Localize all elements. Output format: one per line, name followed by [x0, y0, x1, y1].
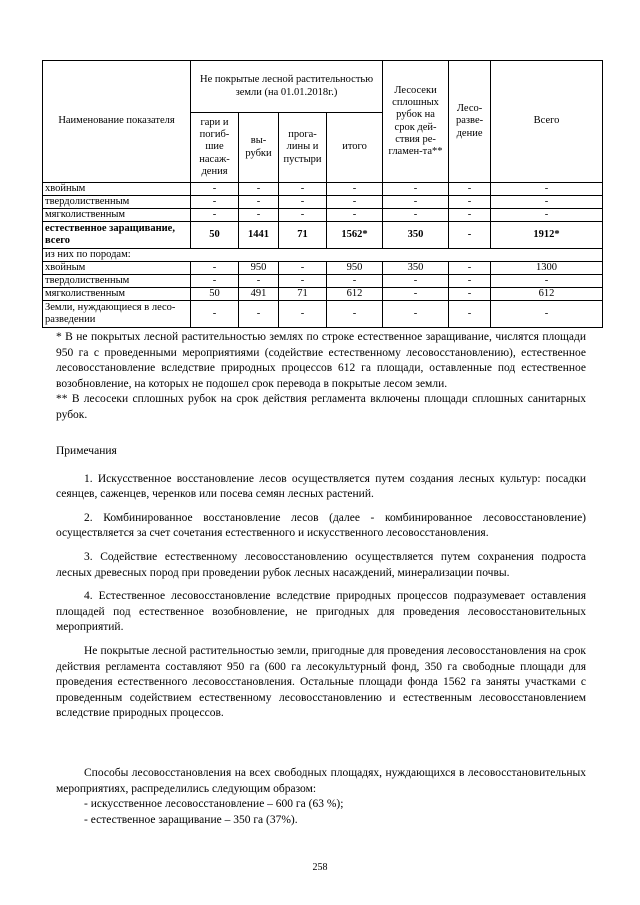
note-item: 3. Содействие естественному лесовосстановлению осуществляется путем сохранения подроста лесных древесных пород при проведении рубок лесных насаждений, минерализации почвы.	[56, 550, 586, 579]
table-cell: -	[383, 288, 449, 301]
note-item: 2. Комбинированное восстановление лесов (далее - комбинированное лесовосстановление) осуществляется за счет сочетания естественного и искусственного лесовосстановления.	[56, 511, 586, 540]
notes-section	[56, 444, 586, 722]
table-cell: 350	[383, 222, 449, 249]
table-row	[43, 262, 603, 275]
row-label: твердолиственным	[43, 196, 191, 209]
table-cell: -	[279, 196, 327, 209]
table-cell: -	[449, 301, 491, 328]
row-label: хвойным	[43, 262, 191, 275]
table-cell: 1441	[239, 222, 279, 249]
methods-section	[56, 766, 586, 828]
table-cell: 71	[279, 222, 327, 249]
row-label: мягколиственным	[43, 209, 191, 222]
table-cell: 950	[327, 262, 383, 275]
table-row	[43, 288, 603, 301]
table-cell: -	[383, 275, 449, 288]
table-cell: 491	[239, 288, 279, 301]
reforestation-table	[42, 60, 603, 328]
table-cell: -	[383, 301, 449, 328]
table-cell: -	[327, 196, 383, 209]
table-row	[43, 301, 603, 328]
header-vsego: Всего	[491, 61, 603, 183]
table-cell: -	[279, 183, 327, 196]
table-cell: -	[191, 196, 239, 209]
table-cell: -	[327, 301, 383, 328]
table-cell: 71	[279, 288, 327, 301]
header-name: Наименование показателя	[43, 61, 191, 183]
notes-summary: Не покрытые лесной растительностью земли, пригодные для проведения лесовосстановления на срок действия регламента составляют 950 га (600 га лесокультурный фонд, 350 га свободные площади для проведения естественного лесовосстановления. Остальные площади фонда 1562 га заняты участками с проведенным содействием естественному лесовосстановлению и естественным лесовосстановлением вследствие природных процессов.	[56, 644, 586, 720]
table-cell: 50	[191, 222, 239, 249]
header-gari: гари и погиб-шие насаж-дения	[191, 113, 239, 183]
footnote-star: * В не покрытых лесной растительностью землях по строке естественное заращивание, числятся площади 950 га с проведенными мероприятиями (содействие естественному лесовосстановлению), естественное лесовосстановление вследствие природных процессов 612 га площади, оставленные под естественное возобновление, на которых не подошел срок перевода в покрытые лесом земли.	[56, 331, 586, 390]
methods-intro: Способы лесовосстановления на всех свободных площадях, нуждающихся в лесовосстановительных мероприятиях, распределились следующим образом:	[56, 767, 586, 795]
table-cell: -	[191, 301, 239, 328]
table-cell: -	[449, 288, 491, 301]
table-cell: -	[239, 301, 279, 328]
header-lesorazvedenie: Лесо-разве-дение	[449, 61, 491, 183]
table-cell: 1912*	[491, 222, 603, 249]
table-cell: -	[327, 183, 383, 196]
table-cell: -	[191, 209, 239, 222]
method-item: - искусственное лесовосстановление – 600 га (63 %);	[84, 798, 344, 811]
table-cell: -	[239, 196, 279, 209]
table-cell: 50	[191, 288, 239, 301]
table-cell: -	[449, 209, 491, 222]
table-cell: -	[279, 275, 327, 288]
row-label: твердолиственным	[43, 275, 191, 288]
table-cell: -	[449, 222, 491, 249]
table-cell: 950	[239, 262, 279, 275]
footnote-double-star: ** В лесосеки сплошных рубок на срок действия регламента включены площади сплошных санитарных рубок.	[56, 393, 586, 421]
table-cell: 1300	[491, 262, 603, 275]
row-label: хвойным	[43, 183, 191, 196]
row-label: из них по породам:	[43, 249, 603, 262]
notes-heading: Примечания	[56, 445, 117, 457]
table-cell: -	[383, 196, 449, 209]
header-progaliny: прога-лины и пустыри	[279, 113, 327, 183]
footnotes	[56, 330, 586, 424]
table-cell: -	[383, 183, 449, 196]
table-cell: -	[239, 275, 279, 288]
table-row-subheading	[43, 249, 603, 262]
row-label: мягколиственным	[43, 288, 191, 301]
table-cell: -	[279, 262, 327, 275]
table-cell: 1562*	[327, 222, 383, 249]
header-lesoseki: Лесосеки сплошных рубок на срок дей-ствия ре-гламен-та**	[383, 61, 449, 183]
table-cell: -	[491, 196, 603, 209]
table-row-total	[43, 222, 603, 249]
table-cell: -	[449, 262, 491, 275]
row-label: Земли, нуждающиеся в лесо-разведении	[43, 301, 191, 328]
table-row	[43, 183, 603, 196]
table-cell: 350	[383, 262, 449, 275]
table-cell: -	[279, 209, 327, 222]
table-cell: -	[239, 209, 279, 222]
table-cell: -	[279, 301, 327, 328]
page-number: 258	[312, 862, 328, 873]
table-row	[43, 275, 603, 288]
table-cell: -	[239, 183, 279, 196]
table-cell: -	[191, 275, 239, 288]
table-row	[43, 196, 603, 209]
table-cell: -	[327, 209, 383, 222]
table-cell: -	[491, 183, 603, 196]
table-cell: 612	[491, 288, 603, 301]
header-itogo: итого	[327, 113, 383, 183]
table-cell: -	[449, 275, 491, 288]
table-cell: 612	[327, 288, 383, 301]
table-row	[43, 209, 603, 222]
header-vyrubki: вы-рубки	[239, 113, 279, 183]
table-cell: -	[191, 262, 239, 275]
row-label: естественное заращивание, всего	[43, 222, 191, 249]
table-cell: -	[327, 275, 383, 288]
table-cell: -	[449, 183, 491, 196]
method-item: - естественное заращивание – 350 га (37%).	[84, 813, 298, 826]
table-cell: -	[449, 196, 491, 209]
table-cell: -	[383, 209, 449, 222]
table-cell: -	[491, 209, 603, 222]
note-item: 4. Естественное лесовосстановление вследствие природных процессов подразумевает оставления площадей под естественное возобновление, не пригодных для проведения лесовосстановительных мероприятий.	[56, 590, 586, 634]
note-item: 1. Искусственное восстановление лесов осуществляется путем создания лесных культур: посадки сеянцев, саженцев, черенков или посева семян лесных растений.	[56, 472, 586, 501]
table-cell: -	[491, 275, 603, 288]
header-uncovered-lands: Не покрытые лесной растительностью земли (на 01.01.2018г.)	[191, 61, 383, 113]
table-cell: -	[491, 301, 603, 328]
table-cell: -	[191, 183, 239, 196]
